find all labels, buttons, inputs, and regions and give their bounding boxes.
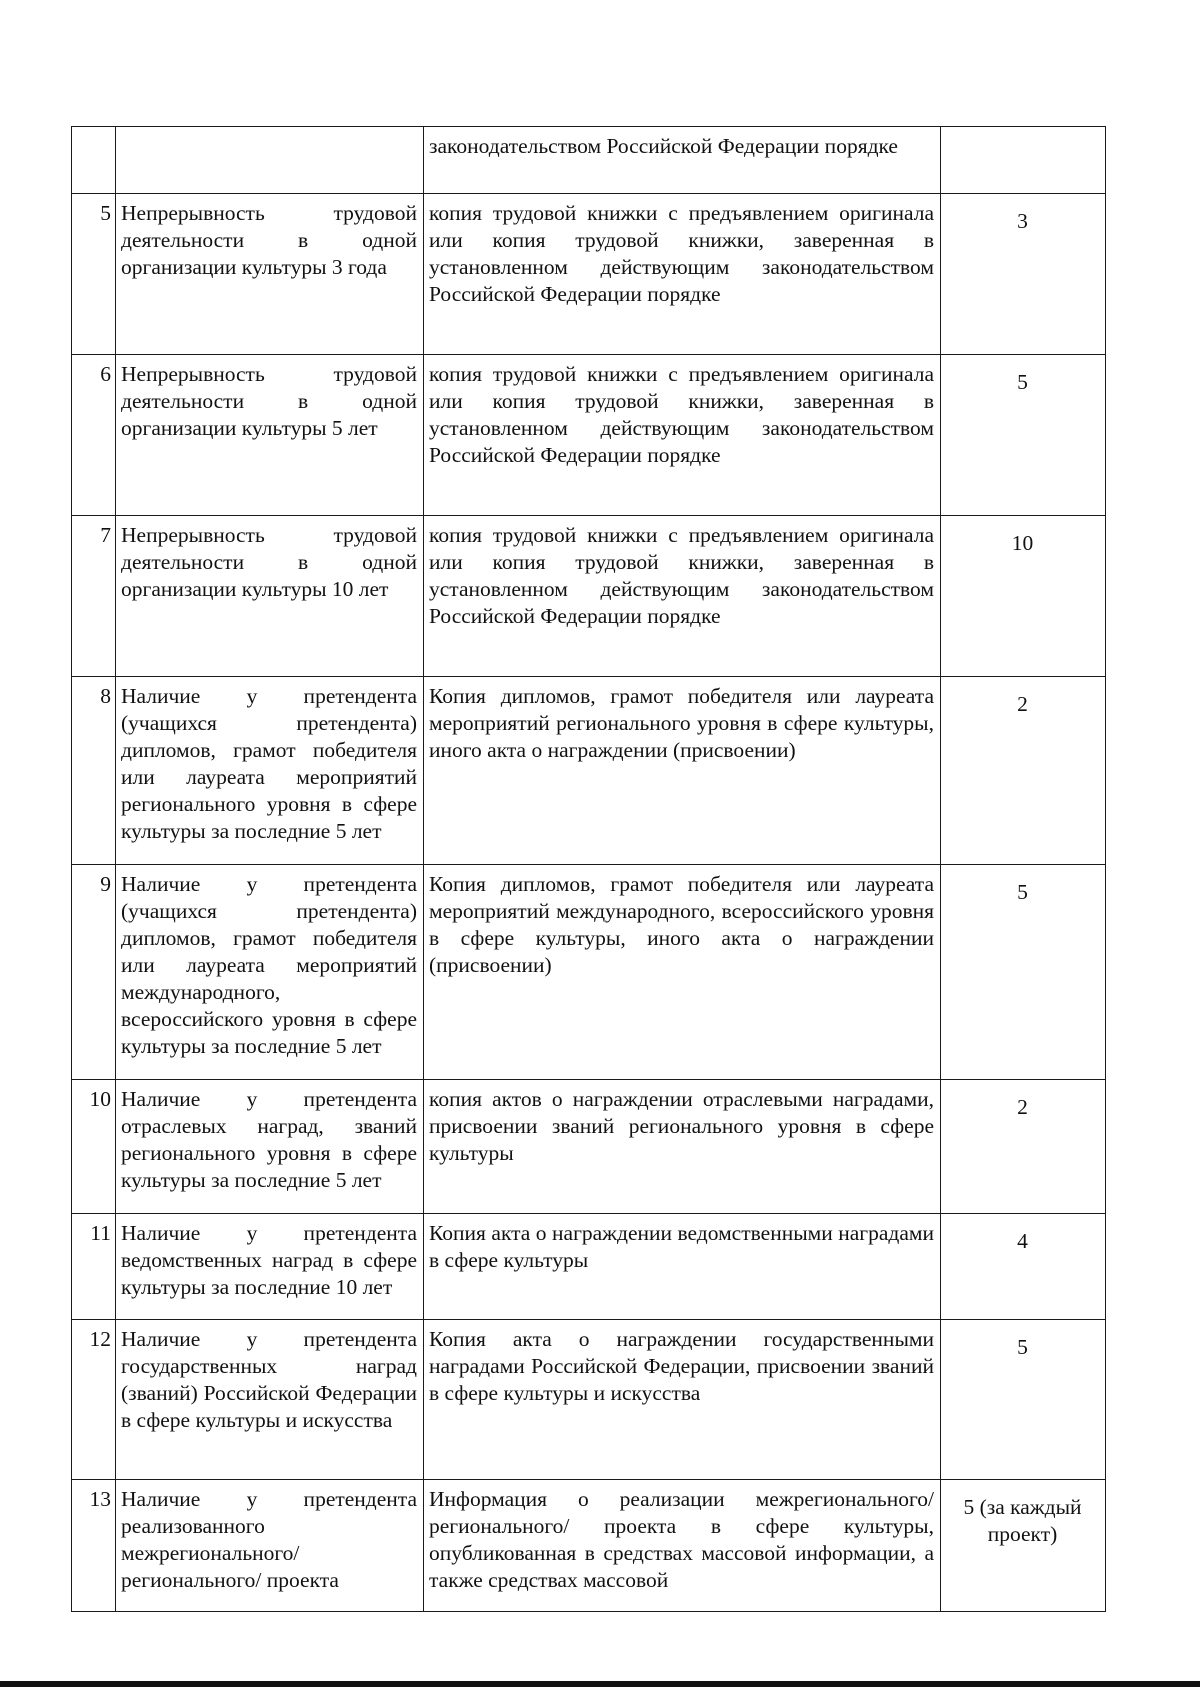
document-cell: копия трудовой книжки с предъявлением оригинала или копия трудовой книжки, заверенная в установленном действующим законодательством Российской Федерации порядке [424,355,941,516]
document-cell: Копия дипломов, грамот победителя или лауреата мероприятий международного, всероссийского уровня в сфере культуры, иного акта о награждении (присвоении) [424,865,941,1080]
table-row [72,1080,1106,1214]
points-cell: 5 (за каждый проект) [941,1480,1106,1612]
criterion-cell: Наличие у претендента (учащихся претендента) дипломов, грамот победителя или лауреата мероприятий регионального уровня в сфере культуры за последние 5 лет [116,677,424,865]
points-cell: 10 [941,516,1106,677]
table-row [72,516,1106,677]
table-row [72,1320,1106,1480]
table-row [72,1214,1106,1320]
row-number: 8 [72,677,116,865]
criterion-cell [116,127,424,194]
scan-bottom-edge [0,1681,1200,1687]
table-row [72,1480,1106,1612]
criterion-cell: Наличие у претендента (учащихся претендента) дипломов, грамот победителя или лауреата мероприятий международного, всероссийского уровня в сфере культуры за последние 5 лет [116,865,424,1080]
document-cell: копия трудовой книжки с предъявлением оригинала или копия трудовой книжки, заверенная в установленном действующим законодательством Российской Федерации порядке [424,194,941,355]
criterion-cell: Наличие у претендента ведомственных наград в сфере культуры за последние 10 лет [116,1214,424,1320]
criterion-cell: Наличие у претендента отраслевых наград, званий регионального уровня в сфере культуры за последние 5 лет [116,1080,424,1214]
points-cell: 3 [941,194,1106,355]
document-cell: Копия акта о награждении государственными наградами Российской Федерации, присвоении званий в сфере культуры и искусства [424,1320,941,1480]
row-number: 11 [72,1214,116,1320]
row-number: 7 [72,516,116,677]
points-cell [941,127,1106,194]
table-row [72,865,1106,1080]
row-number: 10 [72,1080,116,1214]
table-row [72,677,1106,865]
row-number: 5 [72,194,116,355]
document-cell: законодательством Российской Федерации порядке [424,127,941,194]
points-cell: 5 [941,865,1106,1080]
table-row [72,194,1106,355]
table-row [72,355,1106,516]
criteria-table [71,126,1106,1612]
criterion-cell: Непрерывность трудовой деятельности в одной организации культуры 5 лет [116,355,424,516]
row-number: 12 [72,1320,116,1480]
criterion-cell: Наличие у претендента реализованного межрегионального/ регионального/ проекта [116,1480,424,1612]
document-cell: Информация о реализации межрегионального/ регионального/ проекта в сфере культуры, опубликованная в средствах массовой информации, а также средствах массовой [424,1480,941,1612]
row-number: 6 [72,355,116,516]
document-cell: копия трудовой книжки с предъявлением оригинала или копия трудовой книжки, заверенная в установленном действующим законодательством Российской Федерации порядке [424,516,941,677]
document-cell: Копия акта о награждении ведомственными наградами в сфере культуры [424,1214,941,1320]
row-number: 9 [72,865,116,1080]
points-cell: 2 [941,1080,1106,1214]
criterion-cell: Непрерывность трудовой деятельности в одной организации культуры 10 лет [116,516,424,677]
row-number: 13 [72,1480,116,1612]
row-number [72,127,116,194]
criterion-cell: Непрерывность трудовой деятельности в одной организации культуры 3 года [116,194,424,355]
document-cell: Копия дипломов, грамот победителя или лауреата мероприятий регионального уровня в сфере культуры, иного акта о награждении (присвоении) [424,677,941,865]
criterion-cell: Наличие у претендента государственных наград (званий) Российской Федерации в сфере культуры и искусства [116,1320,424,1480]
document-cell: копия актов о награждении отраслевыми наградами, присвоении званий регионального уровня в сфере культуры [424,1080,941,1214]
points-cell: 5 [941,1320,1106,1480]
points-cell: 4 [941,1214,1106,1320]
table-row [72,127,1106,194]
points-cell: 2 [941,677,1106,865]
points-cell: 5 [941,355,1106,516]
